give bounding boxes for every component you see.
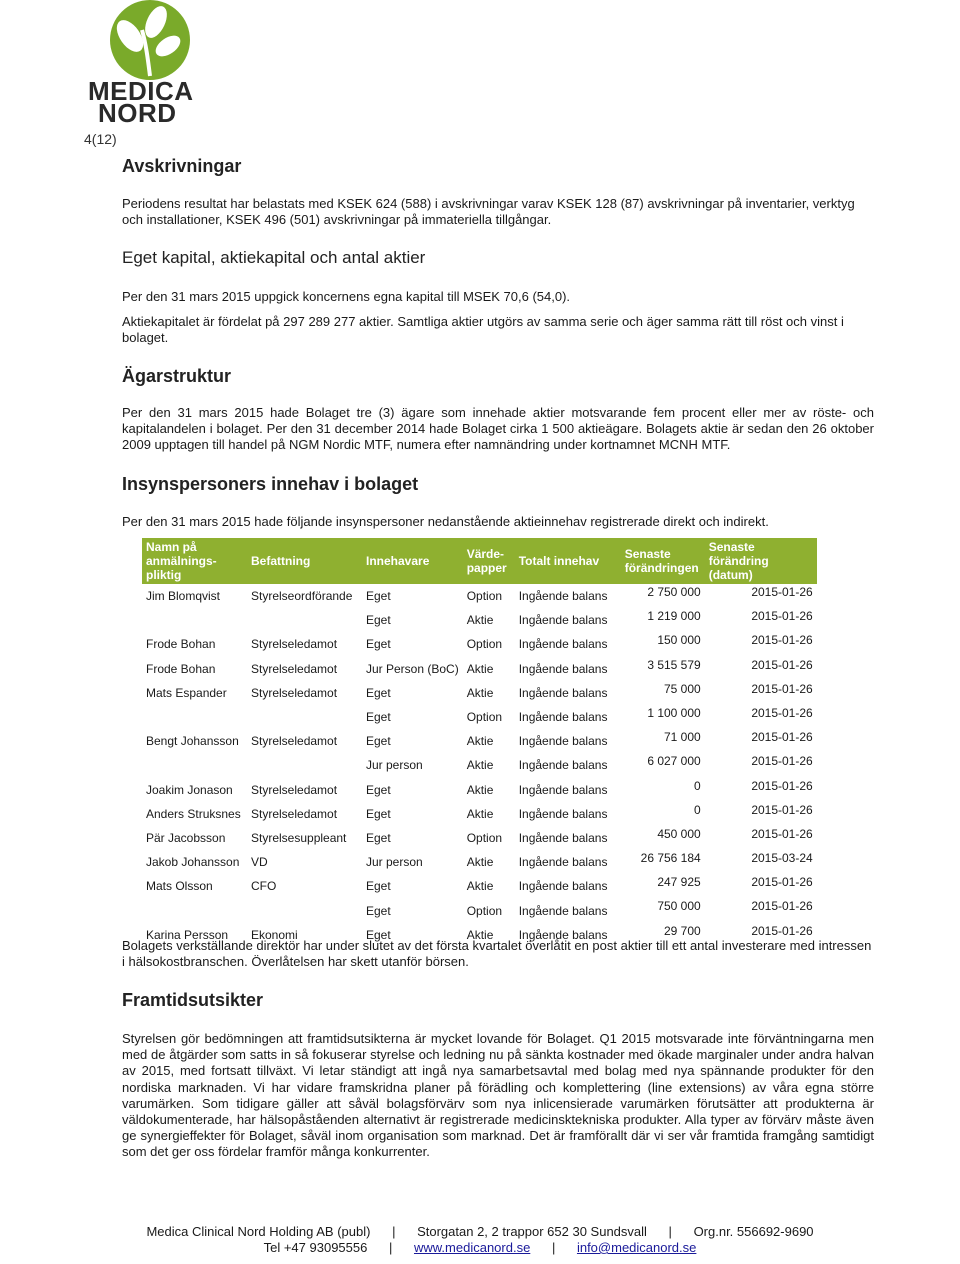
footer-address: Storgatan 2, 2 trappor 652 30 Sundsvall <box>417 1224 647 1239</box>
cell-security: Aktie <box>466 855 494 870</box>
table-row <box>142 898 817 922</box>
paragraph-insyn-intro: Per den 31 mars 2015 hade följande insynspersoner nedanstående aktieinnehav registrerade direkt och indirekt. <box>122 514 769 529</box>
paragraph-agarstruktur: Per den 31 mars 2015 hade Bolaget tre (3) ägare som innehade aktier motsvarande fem procent eller mer av röste- och kapitalandelen i bolaget. Per den 31 december 2014 hade Bolaget cirka 1 500 aktieägare. Bolagets aktie är sedan den 26 oktober 2009 upptagen till handel på NGM Nordic MTF, numera efter namnändring under kortnamnet MCNH MTF. <box>122 405 874 453</box>
cell-name: Anders Struksnes <box>146 806 241 821</box>
cell-total: Ingående balans <box>518 927 608 942</box>
cell-position: Styrelseledamot <box>251 637 338 652</box>
cell-total: Ingående balans <box>518 661 608 676</box>
cell-latest-change-date: 2015-01-26 <box>751 899 813 914</box>
cell-position <box>247 753 362 777</box>
cell-latest-change-date: 2015-01-26 <box>751 826 813 841</box>
cell-position: Styrelseledamot <box>251 685 338 700</box>
insider-holdings-table <box>142 538 817 947</box>
cell-total: Ingående balans <box>518 782 608 797</box>
paragraph-insyn-after: Bolagets verkställande direktör har under slutet av det första kvartalet överlåtit en post aktier till ett antal investerare med intressen i hälsokostbranschen. Överlåtelsen har skett utanför börsen. <box>122 938 872 970</box>
table-row <box>142 874 817 898</box>
table-row <box>142 705 817 729</box>
cell-security: Aktie <box>466 613 494 628</box>
cell-total: Ingående balans <box>518 685 608 700</box>
cell-total: Ingående balans <box>518 879 608 894</box>
cell-latest-change: 75 000 <box>664 681 701 696</box>
paragraph-framtidsutsikter: Styrelsen gör bedömningen att framtidsutsikterna är mycket lovande för Bolaget. Q1 2015 motsvarade inte förväntningarna men med de åtgärder som satts in så fokuserar styrelse och ledning nu på sänkta kostnader med ökade marginaler under andra halvan av 2015, med fortsatt tillväxt. Vi letar ständigt att ingå nya samarbetsavtal med bolag med nya spännande produkter för den nordiska marknaden. Vi har vidare framskridna planer på förädling och komplettering (line extensions) av våra egna större varumärken. Som tidigare gäller att såväl bolagsförvärv som nya inlicensierade varumärken förutsätter att produkterna är väldokumenterade, har hälsopåståenden alternativt är registrerade medicinsktekniska produkter. Alla typer av förvärv måste även ge synergieffekter för Bolaget, såväl inom organisation som marknad. Det är framförallt där vi ser vår framtida framgång samtidigt som det ger oss fördelar framför många konkurrenter. <box>122 1031 874 1160</box>
paragraph-avskrivningar: Periodens resultat har belastats med KSEK 624 (588) i avskrivningar varav KSEK 128 (87) avskrivningar på inventarier, verktyg och installationer, KSEK 496 (501) avskrivningar på immateriella tillgångar. <box>122 196 855 228</box>
table-row <box>142 632 817 656</box>
cell-position: Styrelseledamot <box>251 734 338 749</box>
footer-separator: | <box>668 1224 672 1239</box>
cell-name: Joakim Jonason <box>146 782 233 797</box>
cell-position <box>247 898 362 922</box>
cell-latest-change: 2 750 000 <box>647 585 701 599</box>
cell-holder: Jur person <box>366 855 423 870</box>
table-row <box>142 778 817 802</box>
cell-latest-change-date: 2015-01-26 <box>751 633 813 648</box>
cell-holder: Eget <box>366 927 391 942</box>
cell-latest-change: 26 756 184 <box>640 851 701 866</box>
footer-phone: Tel +47 93095556 <box>263 1240 368 1255</box>
cell-total: Ingående balans <box>518 830 608 845</box>
company-logo <box>84 0 216 126</box>
cell-position: Styrelseordförande <box>251 589 353 604</box>
cell-latest-change-date: 2015-01-26 <box>751 778 813 793</box>
cell-position <box>247 608 362 632</box>
cell-total: Ingående balans <box>518 758 608 773</box>
cell-latest-change: 750 000 <box>657 899 701 914</box>
cell-latest-change-date: 2015-01-26 <box>751 875 813 890</box>
cell-latest-change: 6 027 000 <box>647 754 701 769</box>
footer-line-1 <box>0 1224 960 1239</box>
table-row <box>142 826 817 850</box>
cell-latest-change: 450 000 <box>657 826 701 841</box>
cell-security: Option <box>466 589 503 604</box>
heading-agarstruktur: Ägarstruktur <box>122 366 232 386</box>
heading-framtidsutsikter: Framtidsutsikter <box>122 990 264 1010</box>
cell-position: Styrelseledamot <box>251 782 338 797</box>
cell-latest-change-date: 2015-01-26 <box>751 609 813 624</box>
cell-name <box>142 608 247 632</box>
cell-name: Frode Bohan <box>146 637 216 652</box>
cell-latest-change: 1 100 000 <box>647 705 701 720</box>
col-header-latest-change-date: Senaste förändring (datum) <box>705 538 817 584</box>
cell-security: Aktie <box>466 734 494 749</box>
cell-latest-change-date: 2015-01-26 <box>751 681 813 696</box>
footer-separator: | <box>388 1240 393 1255</box>
cell-total: Ingående balans <box>518 637 608 652</box>
cell-total: Ingående balans <box>518 589 608 604</box>
cell-security: Aktie <box>466 879 494 894</box>
cell-position: Styrelseledamot <box>251 806 338 821</box>
cell-position: VD <box>251 855 268 870</box>
cell-security: Option <box>466 903 503 918</box>
cell-latest-change: 1 219 000 <box>647 609 701 624</box>
cell-holder: Jur Person (BoC) <box>366 661 459 676</box>
cell-latest-change-date: 2015-01-26 <box>751 923 813 938</box>
cell-security: Option <box>466 830 503 845</box>
cell-latest-change: 29 700 <box>664 923 701 938</box>
cell-latest-change: 0 <box>694 802 701 817</box>
cell-position: CFO <box>251 879 277 894</box>
cell-latest-change-date: 2015-01-26 <box>751 705 813 720</box>
cell-security: Aktie <box>466 927 494 942</box>
cell-security: Option <box>466 637 503 652</box>
cell-security: Aktie <box>466 782 494 797</box>
cell-latest-change-date: 2015-01-26 <box>751 802 813 817</box>
cell-latest-change-date: 2015-01-26 <box>751 754 813 769</box>
cell-latest-change: 0 <box>694 778 701 793</box>
cell-name: Bengt Johansson <box>146 734 239 749</box>
cell-holder: Eget <box>366 879 391 894</box>
heading-insyn: Insynspersoners innehav i bolaget <box>122 474 419 494</box>
col-header-position: Befattning <box>247 538 362 584</box>
cell-latest-change: 71 000 <box>664 730 701 745</box>
heading-avskrivningar: Avskrivningar <box>122 156 242 176</box>
cell-name: Mats Olsson <box>146 879 213 894</box>
cell-holder: Eget <box>366 806 391 821</box>
footer-separator: | <box>551 1240 556 1255</box>
table-row <box>142 729 817 753</box>
cell-latest-change-date: 2015-01-26 <box>751 730 813 745</box>
cell-name: Karina Persson <box>146 927 229 942</box>
cell-name <box>142 705 247 729</box>
table-row <box>142 657 817 681</box>
col-header-total: Totalt innehav <box>515 538 621 584</box>
logo-text-nord: NORD <box>98 98 177 128</box>
table-row <box>142 681 817 705</box>
cell-holder: Jur person <box>366 758 423 773</box>
cell-total: Ingående balans <box>518 855 608 870</box>
cell-security: Aktie <box>466 806 494 821</box>
cell-holder: Eget <box>366 903 391 918</box>
cell-security: Aktie <box>466 685 494 700</box>
cell-holder: Eget <box>366 782 391 797</box>
col-header-holder: Innehavare <box>362 538 463 584</box>
col-header-name: Namn på anmälnings-pliktig <box>142 538 247 584</box>
cell-holder: Eget <box>366 685 391 700</box>
page-number: 4(12) <box>84 131 117 147</box>
cell-holder: Eget <box>366 613 391 628</box>
cell-security: Option <box>466 710 503 725</box>
cell-holder: Eget <box>366 830 391 845</box>
cell-holder: Eget <box>366 710 391 725</box>
cell-holder: Eget <box>366 734 391 749</box>
col-header-security: Värde-papper <box>463 538 515 584</box>
cell-total: Ingående balans <box>518 903 608 918</box>
footer-email-link[interactable]: info@medicanord.se <box>576 1240 697 1255</box>
cell-name: Frode Bohan <box>146 661 216 676</box>
logo-text-medica: MEDICA <box>88 76 194 106</box>
leaf-logo-icon <box>84 0 216 80</box>
cell-total: Ingående balans <box>518 613 608 628</box>
table-row <box>142 802 817 826</box>
footer-web-link[interactable]: www.medicanord.se <box>413 1240 531 1255</box>
heading-eget-kapital: Eget kapital, aktiekapital och antal aktier <box>122 248 426 267</box>
cell-total: Ingående balans <box>518 734 608 749</box>
cell-name: Jim Blomqvist <box>146 589 221 604</box>
cell-name <box>142 753 247 777</box>
footer-company: Medica Clinical Nord Holding AB (publ) <box>146 1224 371 1239</box>
paragraph-eget-kapital-2: Aktiekapitalet är fördelat på 297 289 277 aktier. Samtliga aktier utgörs av samma serie och äger samma rätt till röst och vinst i bolaget. <box>122 314 844 346</box>
cell-holder: Eget <box>366 589 391 604</box>
cell-name: Jakob Johansson <box>146 855 240 870</box>
footer-separator: | <box>392 1224 396 1239</box>
table-row <box>142 850 817 874</box>
cell-latest-change: 3 515 579 <box>647 657 701 672</box>
cell-security: Aktie <box>466 758 494 773</box>
cell-total: Ingående balans <box>518 710 608 725</box>
cell-position <box>247 705 362 729</box>
cell-security: Aktie <box>466 661 494 676</box>
paragraph-eget-kapital-1: Per den 31 mars 2015 uppgick koncernens egna kapital till MSEK 70,6 (54,0). <box>122 289 571 304</box>
table-header-row <box>142 538 817 584</box>
cell-position: Ekonomi <box>251 927 298 942</box>
cell-latest-change: 247 925 <box>657 875 701 890</box>
cell-name: Mats Espander <box>146 685 227 700</box>
cell-total: Ingående balans <box>518 806 608 821</box>
cell-latest-change-date: 2015-01-26 <box>751 657 813 672</box>
cell-name <box>142 898 247 922</box>
table-row <box>142 753 817 777</box>
cell-latest-change: 150 000 <box>657 633 701 648</box>
cell-holder: Eget <box>366 637 391 652</box>
cell-position: Styrelsesuppleant <box>251 830 347 845</box>
footer-orgnr: Org.nr. 556692-9690 <box>693 1224 814 1239</box>
footer-line-2 <box>0 1240 960 1255</box>
cell-position: Styrelseledamot <box>251 661 338 676</box>
table-row <box>142 608 817 632</box>
table-row <box>142 584 817 608</box>
cell-latest-change-date: 2015-03-24 <box>751 851 813 866</box>
cell-latest-change-date: 2015-01-26 <box>751 585 813 599</box>
col-header-latest-change: Senaste förändringen <box>621 538 705 584</box>
cell-name: Pär Jacobsson <box>146 830 226 845</box>
